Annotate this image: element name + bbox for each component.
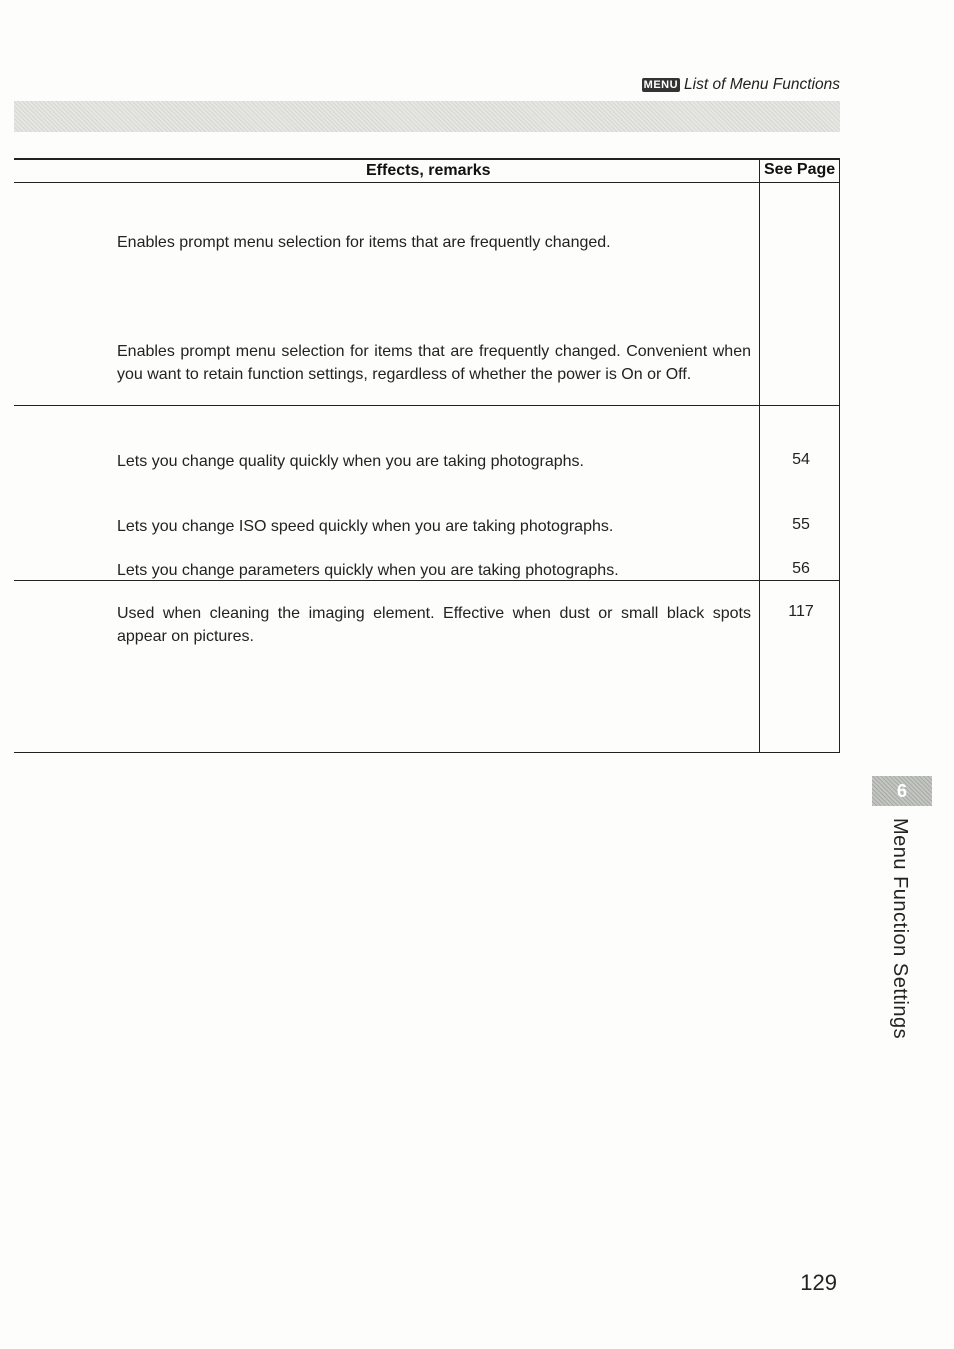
column-divider xyxy=(759,158,760,752)
see-page-value: 55 xyxy=(792,516,810,533)
header-band xyxy=(14,101,840,132)
column-header-effects: Effects, remarks xyxy=(366,162,491,179)
table-row: Lets you change parameters quickly when you are taking photographs. xyxy=(117,562,619,579)
see-page-value: 117 xyxy=(788,603,814,620)
chapter-tab xyxy=(872,776,932,806)
table-row: Lets you change quality quickly when you are taking photographs. xyxy=(117,453,584,470)
header-title: List of Menu Functions xyxy=(684,76,840,93)
table-bottom-rule xyxy=(14,752,840,753)
table-row: Used when cleaning the imaging element. Effective when dust or small black spots appear on pictures. xyxy=(117,605,751,645)
table-row: Enables prompt menu selection for items that are frequently changed. Convenient when you want to retain function settings, regardless of whether the power is On or Off. xyxy=(117,343,751,383)
table-row: Lets you change ISO speed quickly when you are taking photographs. xyxy=(117,518,614,535)
see-page-value: 54 xyxy=(792,451,810,468)
table-header-rule xyxy=(14,182,840,183)
column-header-see-page: See Page xyxy=(764,161,836,178)
table-top-rule xyxy=(14,158,840,160)
row-divider xyxy=(14,405,840,406)
row-divider xyxy=(14,580,840,581)
running-header xyxy=(642,76,840,94)
chapter-title: Menu Function Settings xyxy=(889,818,911,1040)
see-page-value: 56 xyxy=(792,560,810,577)
page-number: 129 xyxy=(800,1270,837,1295)
menu-icon: MENU xyxy=(643,79,679,91)
table-row: Enables prompt menu selection for items that are frequently changed. xyxy=(117,234,611,251)
chapter-number: 6 xyxy=(896,780,907,801)
